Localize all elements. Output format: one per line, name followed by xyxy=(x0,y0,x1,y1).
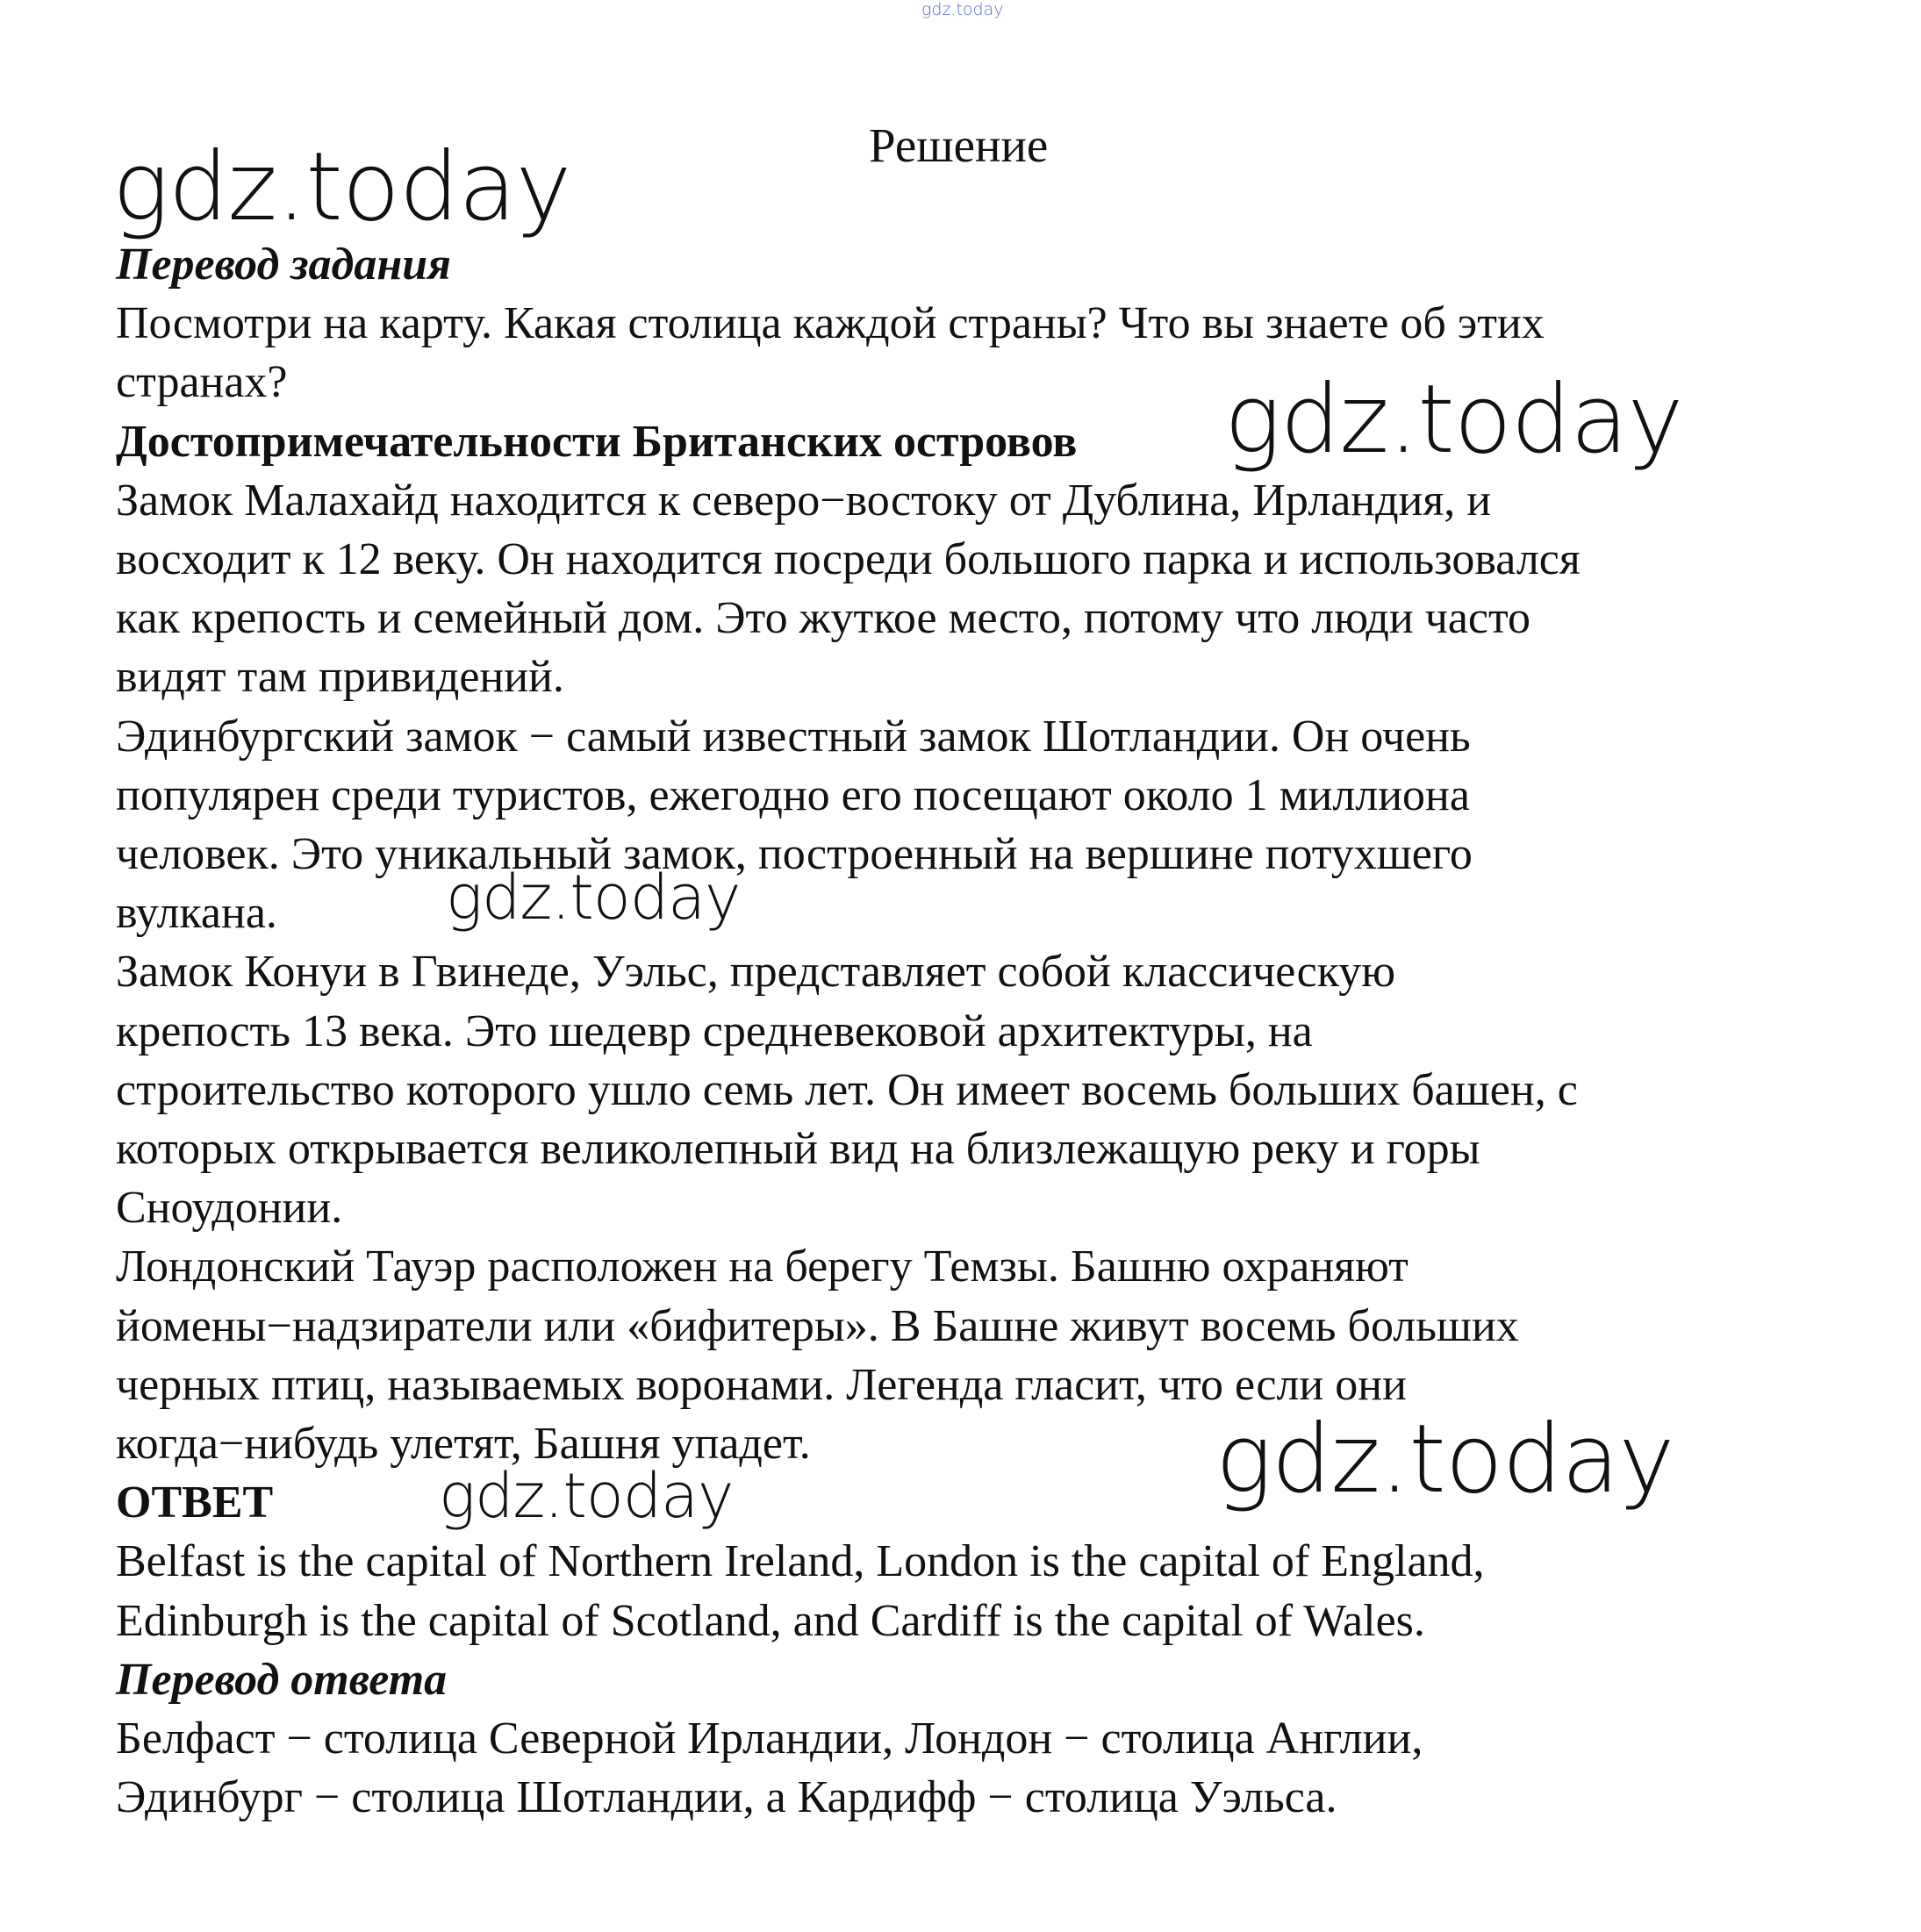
text-line: Замок Конуи в Гвинеде, Уэльс, представляет собой классическую xyxy=(116,947,1396,998)
answer-line: Edinburgh is the capital of Scotland, and Cardiff is the capital of Wales. xyxy=(116,1595,1425,1646)
text-line: строительство которого ушло семь лет. Он имеет восемь больших башен, с xyxy=(116,1064,1578,1115)
text-line: восходит к 12 веку. Он находится посреди большого парка и использовался xyxy=(116,534,1581,585)
text-line: когда−нибудь улетят, Башня упадет. xyxy=(116,1419,811,1470)
text-line: популярен среди туристов, ежегодно его посещают около 1 миллиона xyxy=(116,769,1470,820)
watermark: gdz.today xyxy=(1224,365,1683,475)
text-line: крепость 13 века. Это шедевр средневековой архитектуры, на xyxy=(116,1005,1313,1056)
text-line: как крепость и семейный дом. Это жуткое место, потому что люди часто xyxy=(116,593,1531,644)
text-line: человек. Это уникальный замок, построенный на вершине потухшего xyxy=(116,829,1473,880)
page-title: Решение xyxy=(869,118,1049,172)
text-line: Эдинбургский замок − самый известный замок Шотландии. Он очень xyxy=(116,711,1471,762)
watermark: gdz.today xyxy=(439,1460,734,1532)
answer-translation-heading: Перевод ответа xyxy=(116,1654,448,1705)
text-line: Посмотри на карту. Какая столица каждой страны? Что вы знаете об этих xyxy=(116,298,1545,349)
sights-heading: Достопримечательности Британских островов xyxy=(116,416,1078,467)
watermark: gdz.today xyxy=(112,132,571,242)
answer-translation-line: Белфаст − столица Северной Ирландии, Лондон − столица Англии, xyxy=(116,1714,1423,1764)
watermark: gdz.today xyxy=(1215,1405,1674,1514)
text-line: видят там привидений. xyxy=(116,652,564,703)
text-line: черных птиц, называемых воронами. Легенда гласит, что если они xyxy=(116,1359,1407,1410)
text-line: Замок Малахайд находится к северо−востоку от Дублина, Ирландия, и xyxy=(116,475,1492,526)
text-line: Сноудонии. xyxy=(116,1183,343,1234)
text-line: йомены−надзиратели или «бифитеры». В Башне живут восемь больших xyxy=(116,1300,1519,1351)
answer-heading: ОТВЕТ xyxy=(116,1478,274,1528)
text-line: которых открывается великолепный вид на близлежащую реку и горы xyxy=(116,1124,1480,1175)
text-line: вулкана. xyxy=(116,888,277,939)
answer-line: Belfast is the capital of Northern Ireland, London is the capital of England, xyxy=(116,1536,1485,1587)
text-line: странах? xyxy=(116,357,288,408)
watermark-top: gdz.today xyxy=(921,0,1004,19)
answer-translation-line: Эдинбург − столица Шотландии, а Кардифф − столица Уэльса. xyxy=(116,1772,1337,1823)
document-body xyxy=(116,235,1889,1827)
text-line: Лондонский Тауэр расположен на берегу Темзы. Башню охраняют xyxy=(116,1241,1408,1292)
task-translation-heading: Перевод задания xyxy=(116,240,451,290)
watermark: gdz.today xyxy=(446,862,741,934)
